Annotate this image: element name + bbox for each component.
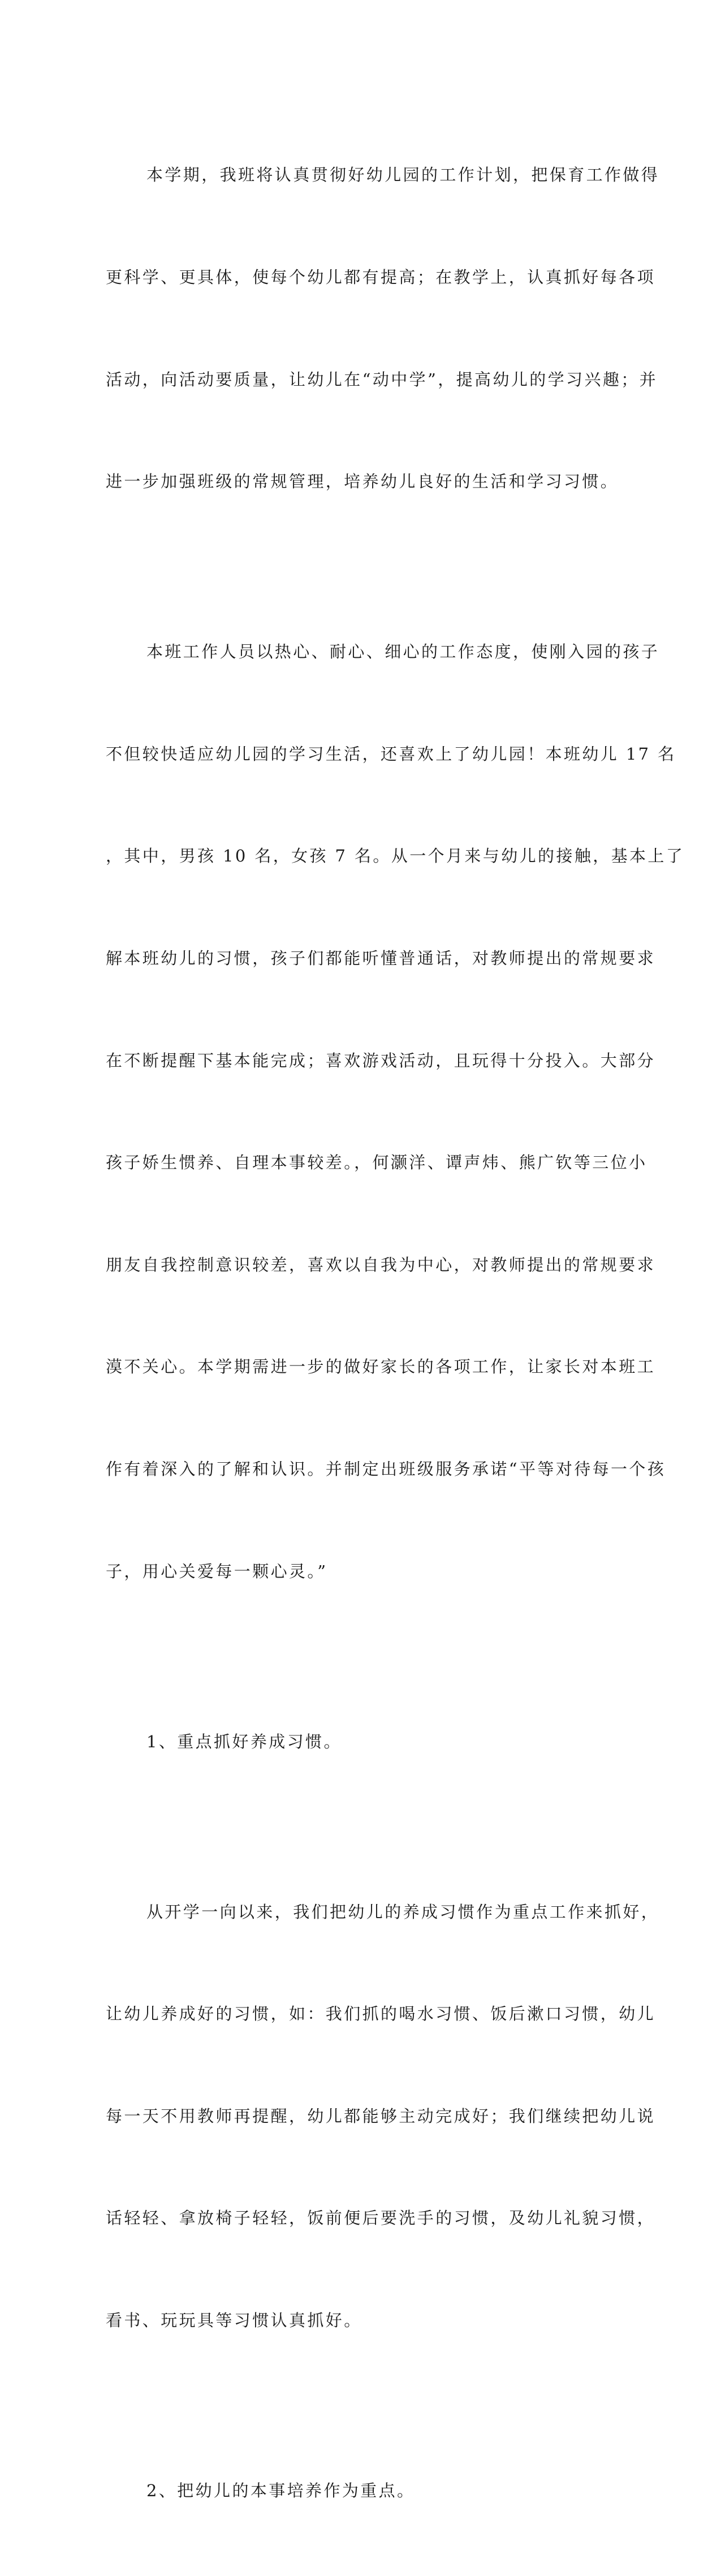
text-line: 漠不关心。本学期需进一步的做好家长的各项工作，让家长对本班工 xyxy=(106,1357,656,1377)
text-line: 解本班幼儿的习惯，孩子们都能听懂普通话，对教师提出的常规要求 xyxy=(106,948,656,968)
section-heading-1 xyxy=(106,1656,603,1827)
text-line: 本学期，我班将认真贯彻好幼儿园的工作计划，把保育工作做得 xyxy=(146,165,660,185)
section-heading-2 xyxy=(106,2406,603,2576)
text-line: 子，用心关爱每一颗心灵。” xyxy=(106,1561,328,1581)
text-line: 不但较快适应幼儿园的学习生活，还喜欢上了幼儿园！本班幼儿 17 名 xyxy=(106,744,676,764)
heading-text: 2、把幼儿的本事培养作为重点。 xyxy=(146,2480,416,2500)
document-body xyxy=(106,90,685,2576)
text-line: 朋友自我控制意识较差，喜欢以自我为中心，对教师提出的常规要求 xyxy=(106,1255,656,1274)
paragraph-class-situation xyxy=(106,567,685,1656)
text-line: ，其中，男孩 10 名，女孩 7 名。从一个月来与幼儿的接触，基本上了 xyxy=(106,846,685,866)
text-line: 从开学一向以来，我们把幼儿的养成习惯作为重点工作来抓好， xyxy=(146,1902,660,1922)
text-line: 话轻轻、拿放椅子轻轻，饭前便后要洗手的习惯，及幼儿礼貌习惯， xyxy=(106,2208,656,2228)
text-line: 每一天不用教师再提醒，幼儿都能够主动完成好；我们继续把幼儿说 xyxy=(106,2106,656,2126)
text-line: 作有着深入的了解和认识。并制定出班级服务承诺“平等对待每一个孩 xyxy=(106,1459,666,1479)
text-line: 看书、玩玩具等习惯认真抓好。 xyxy=(106,2310,362,2330)
text-line: 孩子娇生惯养、自理本事较差。，何灏洋、谭声炜、熊广钦等三位小 xyxy=(106,1153,647,1173)
text-line: 本班工作人员以热心、耐心、细心的工作态度，使刚入园的孩子 xyxy=(146,642,660,662)
paragraph-intro xyxy=(106,90,660,567)
heading-text: 1、重点抓好养成习惯。 xyxy=(146,1731,342,1751)
paragraph-habits xyxy=(106,1827,660,2405)
text-line: 活动，向活动要质量，让幼儿在“动中学”，提高幼儿的学习兴趣；并 xyxy=(106,369,658,389)
text-line: 让幼儿养成好的习惯，如：我们抓的喝水习惯、饭后漱口习惯，幼儿 xyxy=(106,2004,656,2024)
text-line: 进一步加强班级的常规管理，培养幼儿良好的生活和学习习惯。 xyxy=(106,472,619,492)
text-line: 更科学、更具体，使每个幼儿都有提高；在教学上，认真抓好每各项 xyxy=(106,268,656,287)
text-line: 在不断提醒下基本能完成；喜欢游戏活动，且玩得十分投入。大部分 xyxy=(106,1050,656,1070)
